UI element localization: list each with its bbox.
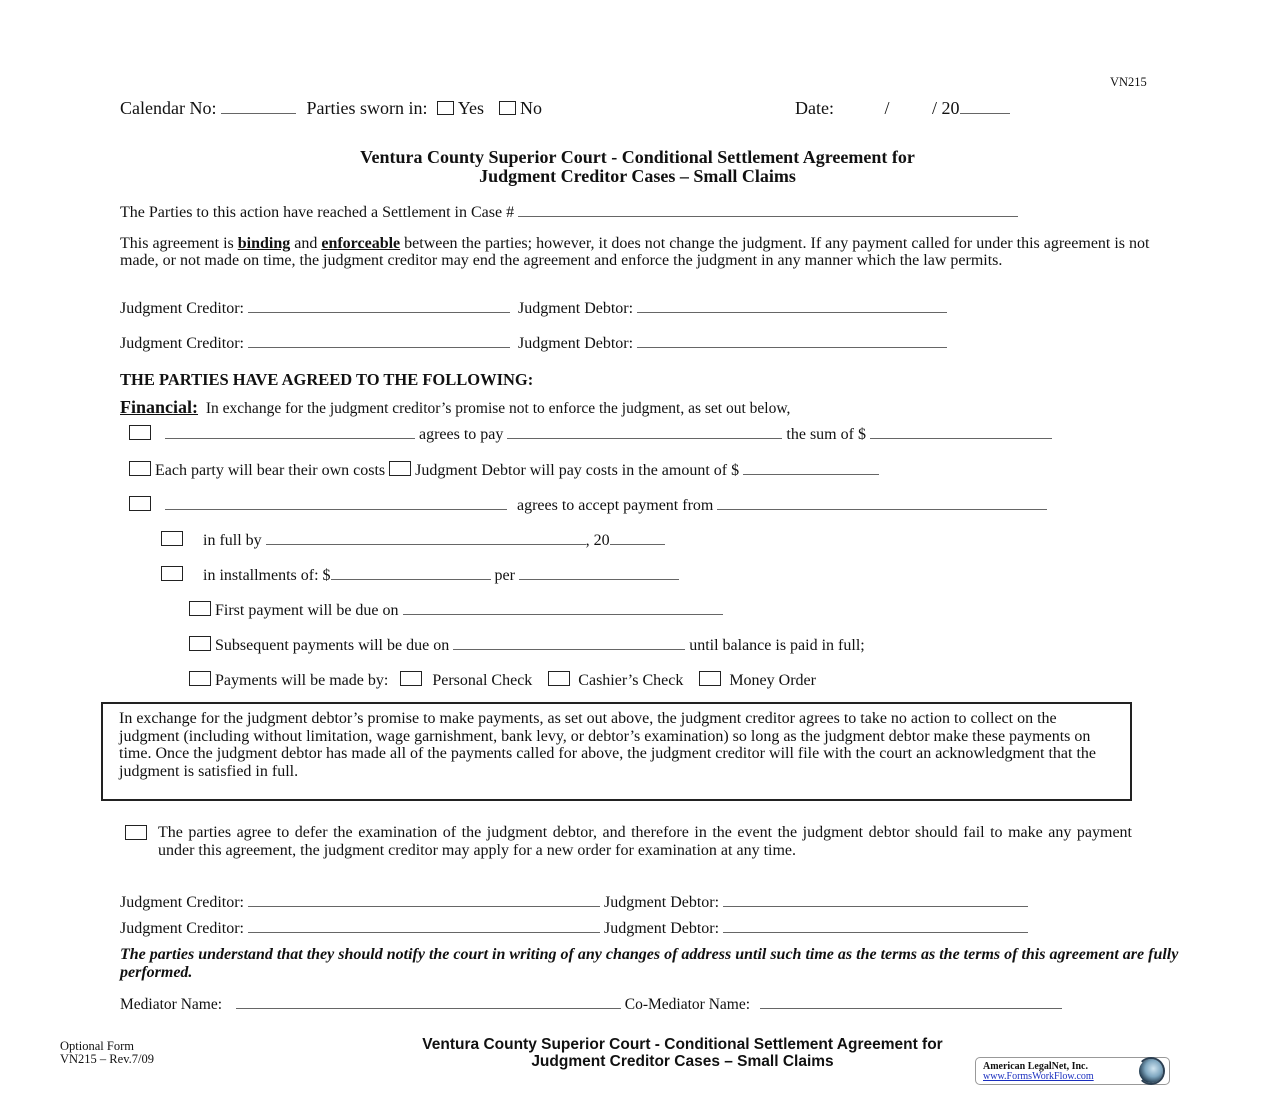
intro-and: and — [290, 235, 322, 252]
financial-row — [120, 397, 790, 418]
accept-payment-checkbox[interactable] — [129, 496, 151, 511]
date-year-blank[interactable] — [960, 112, 1010, 114]
financial-label: Financial: — [120, 397, 199, 417]
case-label: The Parties to this action have reached a Settlement in Case # — [120, 204, 515, 221]
creditor-label: Judgment Creditor: — [120, 300, 244, 317]
american-legalnet-logo[interactable] — [975, 1057, 1170, 1085]
subsequent-payments-checkbox[interactable] — [189, 636, 211, 651]
own-costs-checkbox[interactable] — [129, 461, 151, 476]
intro-post: between the parties; however, it does not change the judgment. If any payment called for under this agreement is not made, or not made on time, the judgment creditor may end the agreement and enforce the judgment in any manner which the law permits. — [120, 235, 1150, 269]
debtor-signature-2[interactable] — [723, 931, 1028, 933]
debtor-label: Judgment Debtor: — [603, 894, 720, 911]
installments-row — [161, 566, 679, 585]
form-code: VN215 — [1110, 75, 1147, 89]
financial-text: In exchange for the judgment creditor’s promise not to enforce the judgment, as set out below, — [205, 400, 791, 417]
intro-pre: This agreement is — [120, 235, 238, 252]
in-full-label: in full by — [203, 532, 262, 549]
first-payment-label: First payment will be due on — [215, 602, 399, 619]
year-prefix: , 20 — [585, 532, 610, 549]
costs-row — [129, 461, 879, 480]
accept-payment-label: agrees to accept payment from — [517, 497, 714, 514]
calendar-label: Calendar No: — [120, 98, 217, 118]
payment-method-row — [189, 671, 816, 690]
creditor-signature-1[interactable] — [248, 905, 600, 907]
sworn-label: Parties sworn in: — [306, 98, 428, 118]
mediator-label: Mediator Name: — [120, 996, 223, 1013]
creditor-label: Judgment Creditor: — [120, 894, 244, 911]
logo-company-name: American LegalNet, Inc. — [983, 1061, 1088, 1072]
agreed-heading: THE PARTIES HAVE AGREED TO THE FOLLOWING: — [120, 370, 534, 389]
defer-paragraph: The parties agree to defer the examination of the judgment debtor, and therefore in the event the judgment debtor should fail to make any payment under this agreement, the judgment creditor may apply for a new order for examination at any time. — [158, 824, 1132, 859]
date-sep: / — [884, 98, 890, 118]
debtor-field-2[interactable] — [637, 346, 947, 348]
first-payment-date-field[interactable] — [403, 613, 723, 615]
footer-title-line2: Judgment Creditor Cases – Small Claims — [531, 1052, 834, 1070]
defer-checkbox-wrap — [125, 825, 147, 844]
defer-examination-checkbox[interactable] — [125, 825, 147, 840]
creditor-signature-2[interactable] — [248, 931, 600, 933]
debtor-label: Judgment Debtor: — [603, 920, 720, 937]
installments-label: in installments of: $ — [203, 567, 331, 584]
payments-by-label: Payments will be made by: — [215, 672, 389, 689]
until-balance-label: until balance is paid in full; — [689, 637, 865, 654]
subsequent-label: Subsequent payments will be due on — [215, 637, 450, 654]
installment-period-field[interactable] — [519, 578, 679, 580]
debtor-label: Judgment Debtor: — [517, 300, 634, 317]
creditor-promise-text: In exchange for the judgment debtor’s promise to make payments, as set out above, the judgment creditor agrees to take no action to collect on the judgment (including without limitation, wage garnishment, bank levy, or debtor’s examination) so long as the judgment debtor make these payments on time. Once the judgment debtor has made all of the payments called for above, the judgment creditor will file with the court an acknowledgment that the judgment is satisfied in full. — [119, 710, 1097, 780]
agrees-to-pay-checkbox[interactable] — [129, 425, 151, 440]
case-line — [120, 204, 1018, 222]
case-number-field[interactable] — [518, 215, 1018, 217]
debtor-costs-label: Judgment Debtor will pay costs in the amount of $ — [415, 462, 740, 479]
creditor-label: Judgment Creditor: — [120, 920, 244, 937]
footer-title — [320, 1037, 1045, 1070]
cashiers-check-label: Cashier’s Check — [578, 672, 684, 689]
page-title-line2: Judgment Creditor Cases – Small Claims — [479, 166, 796, 186]
parties-row-2 — [120, 335, 947, 353]
optional-form-label: Optional Form — [60, 1039, 134, 1053]
address-notice: The parties understand that they should notify the court in writing of any changes of address until such time as the terms as the terms of this agreement are fully performed. — [120, 946, 1179, 981]
no-label: No — [520, 98, 543, 118]
signature-row-2 — [120, 920, 1028, 938]
first-payment-checkbox[interactable] — [189, 601, 211, 616]
agrees-to-pay-row — [129, 425, 1052, 444]
enforceable-emphasis: enforceable — [321, 235, 401, 252]
in-full-year-field[interactable] — [610, 543, 665, 545]
footer-form-info — [60, 1040, 154, 1066]
cashiers-check-checkbox[interactable] — [548, 671, 570, 686]
intro-paragraph — [120, 236, 1185, 269]
co-mediator-name-field[interactable] — [760, 1007, 1062, 1009]
yes-label: Yes — [457, 98, 485, 118]
acceptor-field[interactable] — [165, 508, 507, 510]
footer-title-line1: Ventura County Superior Court - Conditional Settlement Agreement for — [422, 1036, 943, 1053]
sworn-yes-checkbox[interactable] — [437, 101, 454, 115]
accept-payment-row — [129, 496, 1047, 515]
header-row — [120, 98, 542, 119]
subsequent-date-field[interactable] — [453, 648, 685, 650]
installments-checkbox[interactable] — [161, 566, 183, 581]
in-full-row — [161, 531, 665, 550]
agrees-to-pay-label: agrees to pay — [419, 426, 504, 443]
creditor-promise-box — [101, 702, 1132, 801]
logo-url-link[interactable]: www.FormsWorkFlow.com — [983, 1071, 1094, 1082]
date-field[interactable] — [795, 98, 1010, 119]
calendar-no-field[interactable] — [221, 112, 296, 114]
creditor-field-1[interactable] — [248, 311, 510, 313]
first-payment-row — [189, 601, 723, 620]
page-title-line1: Ventura County Superior Court - Conditional Settlement Agreement for — [360, 147, 915, 167]
parties-row-1 — [120, 300, 947, 318]
mediator-row — [120, 996, 1062, 1014]
per-label: per — [494, 567, 515, 584]
payer-field[interactable] — [165, 437, 415, 439]
money-order-label: Money Order — [729, 672, 816, 689]
payer-from-field[interactable] — [717, 508, 1047, 510]
debtor-label: Judgment Debtor: — [517, 335, 634, 352]
co-mediator-label: Co-Mediator Name: — [624, 996, 751, 1013]
costs-amount-field[interactable] — [743, 473, 879, 475]
sum-of-label: the sum of $ — [786, 426, 866, 443]
form-revision: VN215 – Rev.7/09 — [60, 1052, 154, 1066]
sworn-no-checkbox[interactable] — [499, 101, 516, 115]
date-year-prefix: / 20 — [932, 98, 960, 118]
creditor-label: Judgment Creditor: — [120, 335, 244, 352]
debtor-costs-checkbox[interactable] — [389, 461, 411, 476]
money-order-checkbox[interactable] — [699, 671, 721, 686]
personal-check-checkbox[interactable] — [400, 671, 422, 686]
binding-emphasis: binding — [237, 235, 291, 252]
subsequent-payments-row — [189, 636, 865, 655]
installment-amount-field[interactable] — [331, 578, 491, 580]
debtor-signature-1[interactable] — [723, 905, 1028, 907]
payee-field[interactable] — [507, 437, 782, 439]
debtor-field-1[interactable] — [637, 311, 947, 313]
date-label: Date: — [795, 98, 834, 118]
globe-ring-icon — [1137, 1057, 1165, 1085]
sum-field[interactable] — [870, 437, 1052, 439]
personal-check-label: Personal Check — [432, 672, 533, 689]
payment-method-checkbox[interactable] — [189, 671, 211, 686]
in-full-checkbox[interactable] — [161, 531, 183, 546]
in-full-date-field[interactable] — [266, 543, 586, 545]
creditor-field-2[interactable] — [248, 346, 510, 348]
own-costs-label: Each party will bear their own costs — [155, 462, 386, 479]
signature-row-1 — [120, 894, 1028, 912]
mediator-name-field[interactable] — [236, 1007, 621, 1009]
